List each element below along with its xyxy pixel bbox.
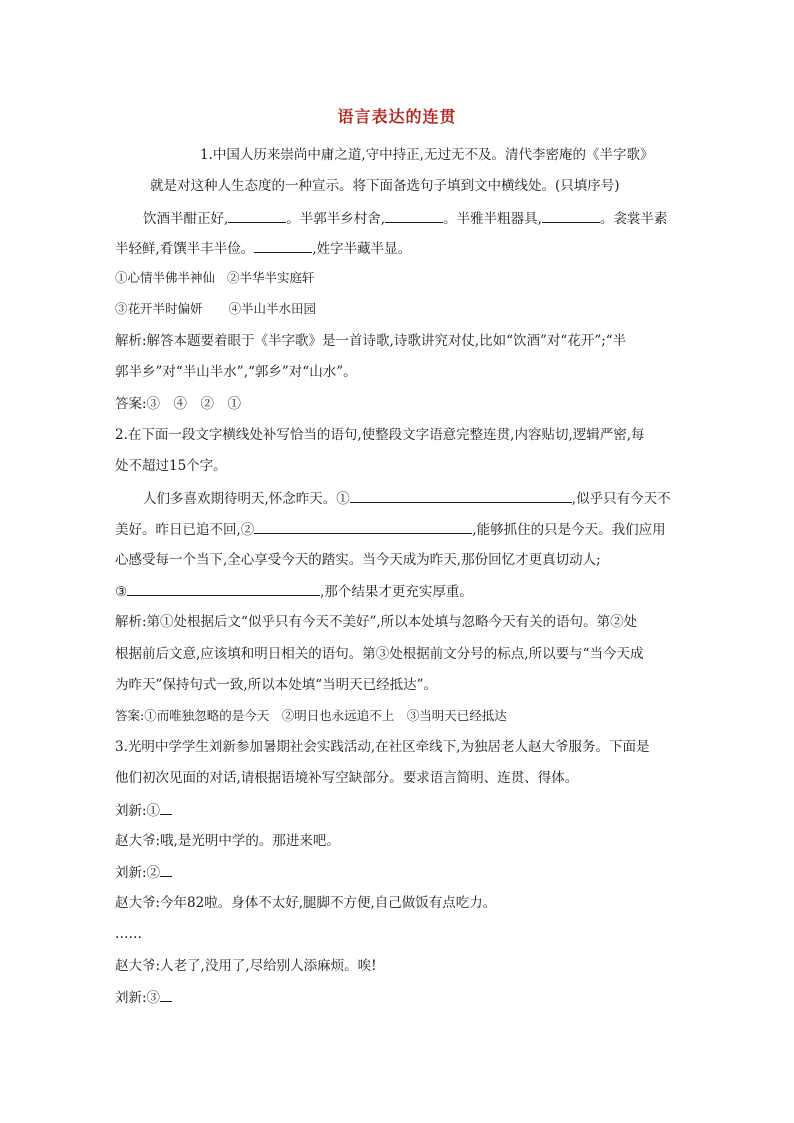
q2-para-seg-b: ,似乎只有今天不 xyxy=(571,491,671,507)
q1-option-4: ④半山半水田园 xyxy=(228,301,317,316)
q1-blank-1[interactable] xyxy=(228,208,286,223)
q2-blank-1[interactable] xyxy=(350,488,572,503)
q3-stem-line1: 3.光明中学学生刘新参加暑期社会实践活动,在社区牵线下,为独居老人赵大爷服务。下面是 xyxy=(115,739,650,755)
q3-dialogue-2: 赵大爷:哦,是光明中学的。那进来吧。 xyxy=(115,833,340,849)
q3-dialogue-6-text: 刘新:③ xyxy=(115,990,161,1006)
q3-dialogue-5: 赵大爷:人老了,没用了,尽给别人添麻烦。唉! xyxy=(115,958,377,974)
q1-answer: 答案:③ ④ ② ① xyxy=(115,396,242,412)
q2-para-line2 xyxy=(115,519,685,540)
q1-poem-seg-d: 。衾裳半素 xyxy=(599,211,668,227)
q2-para-seg-e: ③ xyxy=(115,584,128,600)
q3-ellipsis: …… xyxy=(115,926,142,942)
q3-blank-2[interactable] xyxy=(160,862,172,877)
q2-answer: 答案:①而唯独忽略的是今天 ②明日也永远追不上 ③当明天已经抵达 xyxy=(115,708,507,723)
q2-analysis-line3: 为昨天”保持句式一致,所以本处填“当明天已经抵达”。 xyxy=(115,677,437,693)
q1-analysis-line1: 解析:解答本题要着眼于《半字歌》是一首诗歌,诗歌讲究对仗,比如“饮酒”对“花开”;“半 xyxy=(115,333,627,349)
q1-poem-seg-b: 。半郭半乡村舍, xyxy=(286,211,386,227)
q1-poem-line2 xyxy=(115,238,685,259)
q3-dialogue-1 xyxy=(115,800,685,821)
q2-stem-line2: 处不超过15个字。 xyxy=(115,458,227,474)
q2-para-seg-a: 人们多喜欢期待明天,怀念昨天。① xyxy=(143,491,350,507)
q3-blank-1[interactable] xyxy=(160,800,172,815)
q1-analysis-line2: 郭半乡”对“半山半水”,“郭乡”对“山水”。 xyxy=(115,364,357,380)
q1-poem-seg-f: ,姓字半藏半显。 xyxy=(312,241,412,257)
q2-stem-line1: 2.在下面一段文字横线处补写恰当的语句,使整段文字语意完整连贯,内容贴切,逻辑严密,每 xyxy=(115,427,645,443)
q3-dialogue-1-text: 刘新:① xyxy=(115,803,161,819)
q2-para-line4 xyxy=(115,581,685,602)
q3-dialogue-3-text: 刘新:② xyxy=(115,865,161,881)
q1-poem-seg-c: 。半雅半粗器具, xyxy=(443,211,542,227)
q2-para-line3: 心感受每一个当下,全心享受今天的踏实。当今天成为昨天,那份回忆才更真切动人; xyxy=(115,552,601,568)
q3-dialogue-3 xyxy=(115,862,685,883)
q1-options-row2 xyxy=(115,299,685,319)
q3-stem-line2: 他们初次见面的对话,请根据语境补写空缺部分。要求语言简明、连贯、得体。 xyxy=(115,770,579,786)
q2-blank-3[interactable] xyxy=(127,581,320,596)
q2-analysis-line1: 解析:第①处根据后文“似乎只有今天不美好”,所以本处填与忽略今天有关的语句。第②处 xyxy=(115,614,638,630)
q2-para-seg-c: 美好。昨日已追不回,② xyxy=(115,522,255,538)
q1-poem-seg-e: 半轻鲜,肴馔半丰半俭。 xyxy=(115,241,255,257)
q1-poem-line1 xyxy=(115,208,713,229)
q2-para-seg-f: ,那个结果才更充实厚重。 xyxy=(320,584,473,600)
q2-blank-2[interactable] xyxy=(254,519,472,534)
q2-para-line1 xyxy=(115,488,713,509)
q1-option-3: ③花开半时偏妍 xyxy=(115,301,203,316)
q1-options-row1 xyxy=(115,268,685,288)
page-title: 语言表达的连贯 xyxy=(337,107,457,126)
q1-poem-seg-a: 饮酒半酣正好, xyxy=(143,211,229,227)
q1-stem-line2: 就是对这种人生态度的一种宣示。将下面备选句子填到文中横线处。(只填序号) xyxy=(150,178,620,194)
q1-blank-4[interactable] xyxy=(254,238,312,253)
q1-option-1: ①心情半佛半神仙 xyxy=(115,270,216,285)
q3-dialogue-6 xyxy=(115,987,685,1008)
q2-para-seg-d: ,能够抓住的只是今天。我们应用 xyxy=(472,522,666,538)
q3-dialogue-4: 赵大爷:今年82啦。身体不太好,腿脚不方便,自己做饭有点吃力。 xyxy=(115,895,497,911)
q2-analysis-line2: 根据前后文意,应该填和明日相关的语句。第③处根据前文分号的标点,所以要与“当今天成 xyxy=(115,646,644,662)
q1-blank-2[interactable] xyxy=(385,208,443,223)
q1-stem-line1: 1.中国人历来崇尚中庸之道,守中持正,无过无不及。清代李密庵的《半字歌》 xyxy=(200,147,654,163)
q1-blank-3[interactable] xyxy=(542,208,600,223)
q1-option-2: ②半华半实庭轩 xyxy=(227,270,315,285)
q3-blank-3[interactable] xyxy=(160,987,172,1002)
